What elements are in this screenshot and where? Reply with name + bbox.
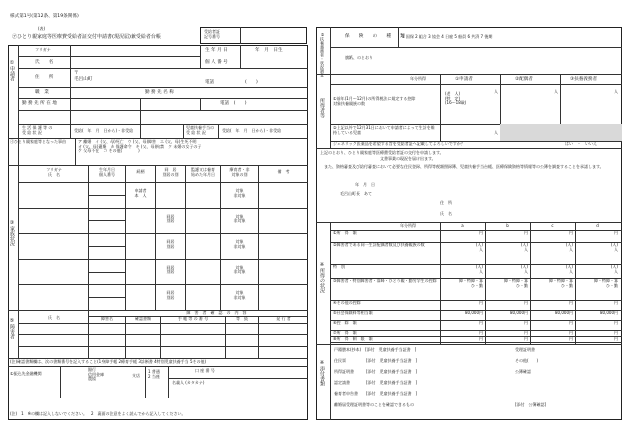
income-col-label: d xyxy=(596,223,599,228)
decl-text-2: 文書事業の現況を届け出ます。 xyxy=(320,156,436,161)
bank-branch: 支店 xyxy=(132,373,140,378)
rt-col1-values: 1 国保 2 組合 3 協会 4 日雇 5 船員 6 共済 7 後期 xyxy=(402,34,493,39)
income-cell[interactable]: 80,000円 xyxy=(465,310,483,315)
income-row-label: ⑦所 得 額 xyxy=(333,330,357,335)
income-cell[interactable]: (人) 人 xyxy=(565,264,573,274)
io-year-label: 年分所得 xyxy=(410,76,426,81)
work-addr-label: 勤 務 先 所 在 地 xyxy=(22,101,57,106)
bank-section-label: ①振込先金融機関 xyxy=(10,371,42,376)
io-row1-label: ①前年(1月〜12月)の所得税法に規定する控除対象扶養親族の数 xyxy=(333,96,416,106)
disabled-col-handbook: 手 帳 等 の 番 号 xyxy=(177,316,209,321)
bank-type: 銀行 信用金庫 農協 xyxy=(88,367,104,382)
income-row-label: 特 別 xyxy=(333,264,345,269)
income-row-label: ⑧所 得 制 限 額 xyxy=(333,336,373,341)
doc-line: 養育者申告書 [添付 児童扶養手当証書 ] xyxy=(334,391,418,396)
income-cell[interactable]: 円 xyxy=(524,230,528,235)
income-cell[interactable]: (人) 人 xyxy=(610,242,618,252)
doc-line: 認定請書 [添付 児童扶養手当証書 ] xyxy=(334,380,418,385)
doc-other: 受理証明書 xyxy=(515,347,535,352)
family-cohabit-value[interactable]: 同居 別居 xyxy=(166,290,175,300)
decl-text-1: 上記のとおり、ひとり親家庭等医療費受給者証の交付を申請します。 xyxy=(320,150,444,155)
income-cell[interactable]: 円 xyxy=(524,330,528,335)
income-cell[interactable]: 障・特障・寡 ひ・勤 xyxy=(594,278,618,288)
address-label: 住 所 xyxy=(35,75,54,80)
income-cell[interactable]: 円 xyxy=(479,320,483,325)
io-row2-label: ②上記以外で12月31日において申請者によって生計を維持している児童 xyxy=(333,125,435,135)
disabled-col-grade: 等 級 xyxy=(236,316,248,321)
income-cell[interactable]: 円 xyxy=(479,330,483,335)
income-cell[interactable]: 円 xyxy=(479,336,483,341)
decl-text-3: また、資格審査及び給付審査において必要な住民登録、所得等税額照録簿、児童扶養手当台帳、医療保険資格等情報等の公簿を調査することを承諾します。 xyxy=(320,164,604,169)
child-pension-label: 児童扶養手当の 受 給 状 況 xyxy=(186,125,214,135)
io-spouse-label: ②配偶者 xyxy=(515,77,533,82)
family-target-value[interactable]: 対象 非対象 xyxy=(233,188,246,198)
family-col-name: フリガナ 氏 名 xyxy=(46,167,62,177)
form-number: 様式第1号(第12条、第19条関係) xyxy=(10,14,79,19)
family-target-value[interactable]: 対象 非対象 xyxy=(233,213,246,224)
work-label: 勤 務 先 名 称 xyxy=(145,90,174,95)
income-section-label: ※所得の状況 xyxy=(319,262,325,293)
income-cell[interactable]: 円 xyxy=(614,300,618,305)
io-obligor-label: ③扶養義務者 xyxy=(570,77,598,82)
name-label: 氏 名 xyxy=(35,60,54,65)
family-col-birth: 生年月日 個人番号 xyxy=(99,167,115,177)
cert-number-label: 受給者証 記号番号 xyxy=(204,29,220,39)
income-cell[interactable]: 円 xyxy=(479,230,483,235)
disabled-group-header: 障 害 者 確 認 の 内 容 xyxy=(186,310,247,315)
disabled-col-issuer: 発 行 者 xyxy=(276,316,291,321)
income-cell[interactable]: 障・特障・寡 ひ・勤 xyxy=(504,278,528,288)
income-cell[interactable]: 円 xyxy=(479,300,483,305)
applicant-section-label: ①申請者 xyxy=(9,60,15,81)
income-cell[interactable]: 80,000円 xyxy=(600,310,618,315)
income-cell[interactable]: (人) 人 xyxy=(520,264,528,274)
family-col-start: 監護又は養育 始めた年月日 xyxy=(191,167,215,177)
income-cell[interactable]: 円 xyxy=(614,230,618,235)
income-cell[interactable]: 80,000円 xyxy=(510,310,528,315)
income-cell[interactable]: (人) 人 xyxy=(610,264,618,274)
decl-address-label: 住 所 xyxy=(440,200,452,205)
io-row2-value: 人 xyxy=(494,130,498,135)
disabled-col-name: 氏 名 xyxy=(48,315,60,320)
income-cell[interactable]: 円 xyxy=(569,336,573,341)
family-target-value[interactable]: 対象 非対象 xyxy=(233,239,246,249)
pension-value: 受給( 年 月 日から)・非受給 xyxy=(74,128,134,133)
reason-label: ㋑ひとり親家庭等となった事由 xyxy=(10,139,66,144)
family-col-cohabit: 同 居 別居の別 xyxy=(162,167,179,177)
income-col-label: c xyxy=(551,223,554,228)
income-cell[interactable]: 円 xyxy=(569,330,573,335)
income-col-label: b xyxy=(506,223,509,228)
income-cell[interactable]: 円 xyxy=(569,320,573,325)
form-title: ㋐ひとり親家庭等医療費受給者証交付申請書(現況届)兼受給者台帳 xyxy=(12,34,161,40)
birth-value: 年 月 日生 xyxy=(255,48,283,53)
doc-line: 離婚届受理証明書等のことを確認できるもの xyxy=(334,402,414,407)
birth-label: 生 年 月 日 xyxy=(205,48,228,53)
income-cell[interactable]: (人) 人 xyxy=(475,242,483,252)
work-phone-value: 電話 ( ) xyxy=(220,101,247,106)
rt-section-label: ②扶養義務者・状況調査 xyxy=(320,32,325,77)
family-target-value[interactable]: 対象 非対象 xyxy=(233,290,246,300)
income-cell[interactable]: 障・特障・寡 ひ・勤 xyxy=(549,278,573,288)
job-label: 職 業 xyxy=(35,90,49,95)
pension-label: 生 活 保 護 等 の 受 給 状 況 xyxy=(22,125,53,135)
income-row-label: ③障害者・特別障害者・寡婦・ひとり親・勤労学生の控除 xyxy=(333,278,437,283)
reason-items: ア 離婚 イ (父、母)死亡 ウ (父、母)障害 エ (父、母)生死不明 オ (父、母)遺棄 カ 保護命令 キ (父、母)拘禁 ク 未婚の女子の子 ケ 父母不在 コ その他( ) xyxy=(78,139,202,154)
rt-row2: 旗紙、のとおり xyxy=(345,55,373,60)
furigana-label: フリガナ xyxy=(35,47,51,52)
income-cell[interactable]: 円 xyxy=(524,300,528,305)
io-applicant-label: ①申請者 xyxy=(455,77,473,82)
address-value: 〒 毛呂山町 xyxy=(74,71,93,82)
doc-other: その他( ) xyxy=(515,358,539,363)
income-row-label: ①所 得 額 xyxy=(333,230,357,235)
bank-account-type: 1 普通 2 当座 xyxy=(148,369,160,379)
income-cell[interactable]: 円 xyxy=(569,230,573,235)
family-col-target: 療育者・非 対象の別 xyxy=(229,167,250,177)
family-col-relation: 続柄 xyxy=(136,169,145,174)
family-applicant-self: 申請者 本 人 xyxy=(134,188,147,198)
disabled-col-doc: 確認書類 xyxy=(135,316,151,321)
bank-holder-label: 名義人 (カタカナ) xyxy=(172,380,205,385)
docs-section-label: ※添付書類 xyxy=(319,360,325,386)
doc-line: 住民票 [添付 児童扶養手当証書 ] xyxy=(334,358,418,363)
footer-note: (注) 1 ※の欄は記入しないでください。 2 裏面の注意をよく読んでから記入してください。 xyxy=(10,411,186,416)
income-year-label: 年分所得 xyxy=(400,223,416,228)
decl-date: 年 月 日 xyxy=(355,182,375,187)
io-section-label: 所得者等 xyxy=(319,98,325,118)
family-section-label: ③家族状況 xyxy=(9,220,15,246)
io-row1-sub: (老 人) (特 定) (16〜18歳) xyxy=(445,91,467,106)
income-cell[interactable]: 障・特障・寡 ひ・勤 xyxy=(459,278,483,288)
doc-line: 所得証明書 [添付 児童扶養手当証書 ] xyxy=(334,369,418,374)
income-cell[interactable]: 80,000円 xyxy=(555,310,573,315)
disabled-section-label: ⑤障害者 xyxy=(9,318,15,339)
io-row1-value-2: 人 xyxy=(554,89,558,94)
doc-other: 公簿確認 xyxy=(515,369,531,374)
child-pension-value: 受給( 年 月 日から)・非受給 xyxy=(222,128,282,133)
bank-account-no-label: 口 座 番 号 xyxy=(195,368,215,373)
io-row1-value-3: 人 xyxy=(614,89,618,94)
indiv-no-label: 個 人 番 号 xyxy=(205,60,228,65)
doc-other: [添付 公簿確認] xyxy=(515,402,547,407)
income-cell[interactable]: (人) 人 xyxy=(520,242,528,252)
title-prefix: (表) xyxy=(38,26,46,31)
income-cell[interactable]: 円 xyxy=(524,320,528,325)
family-col-remarks: 備 考 xyxy=(277,169,290,174)
family-cohabit-value[interactable]: 同居 別居 xyxy=(166,264,175,275)
income-cell[interactable]: 円 xyxy=(524,336,528,341)
income-col-label: a xyxy=(461,223,464,228)
income-cell[interactable]: 円 xyxy=(614,320,618,325)
income-row-label: ⑤社会保険料等相当額 xyxy=(333,310,373,315)
generic-question: ジェネリック医薬品を希望する旨を受給者証へ記載してよろしいですか？ xyxy=(333,141,465,146)
family-target-value[interactable]: 対象 非対象 xyxy=(233,264,246,275)
io-row1-value-1: 人 xyxy=(494,89,498,94)
income-cell[interactable]: (人) 人 xyxy=(475,264,483,274)
disabled-col-disease: 障害名 xyxy=(101,316,113,321)
income-row-label: ⑥控 除 額 xyxy=(333,320,357,325)
income-row-label: ②障害者である同一生計配偶者数及び扶養親族の数 xyxy=(333,242,425,247)
income-cell[interactable]: 円 xyxy=(614,336,618,341)
income-cell[interactable]: (人) 人 xyxy=(565,242,573,252)
doc-line: 戸籍謄本(抄本) [添付 児童扶養手当証書 ] xyxy=(334,347,417,352)
family-cohabit-value[interactable]: 同居 別居 xyxy=(166,213,175,224)
income-cell[interactable]: 円 xyxy=(569,300,573,305)
income-cell[interactable]: 円 xyxy=(614,330,618,335)
phone-value: ( ) xyxy=(245,80,258,85)
phone-label: 電話 xyxy=(205,80,215,85)
confirm-note: (注)確認書類欄は、次の書類番号を記入すること(1身障手帳 2療育手帳 3診断書 4特別児童扶養手当 5その他) xyxy=(10,359,207,364)
income-row-label: ④その他の控除 xyxy=(333,300,361,305)
rt-col1: 保 険 の 種 類 xyxy=(345,34,405,39)
family-cohabit-value[interactable]: 同居 別居 xyxy=(166,239,175,249)
decl-to: 毛呂山町長 あて xyxy=(340,191,372,196)
decl-name-label: 氏 名 xyxy=(440,211,452,216)
generic-answer[interactable]: はい ・ いいえ xyxy=(565,141,597,146)
